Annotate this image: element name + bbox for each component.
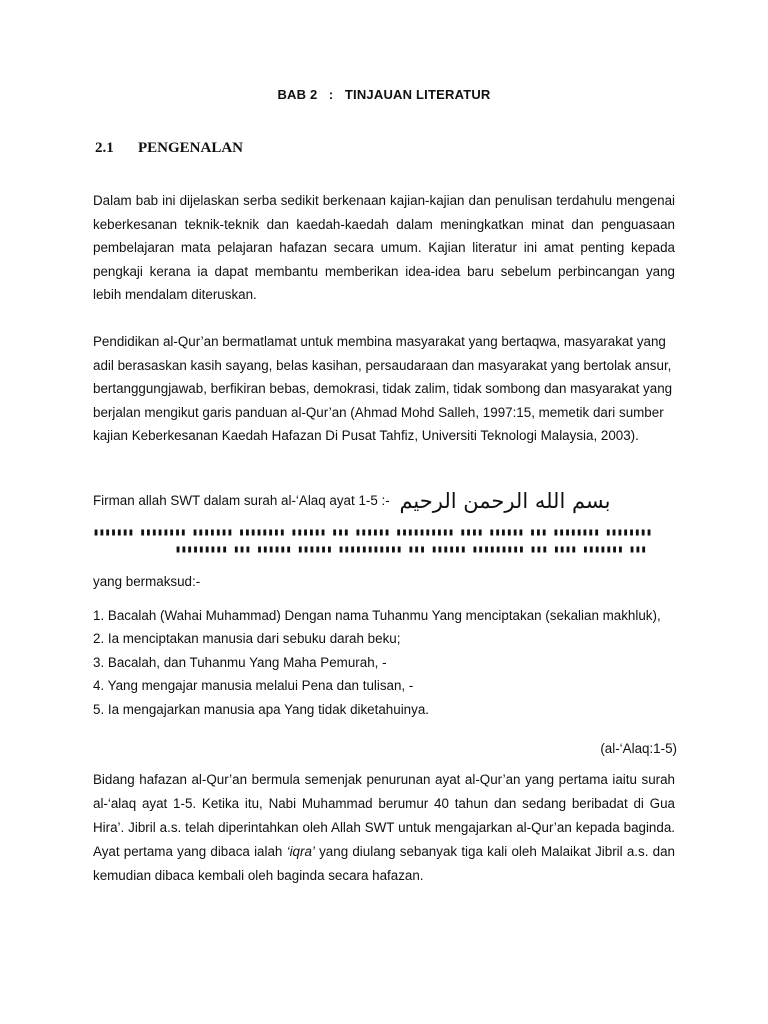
firman-line bbox=[93, 489, 675, 513]
verse-reference: (al-‘Alaq:1-5) bbox=[600, 741, 677, 756]
basmalah-text: بسم الله الرحمن الرحيم bbox=[399, 489, 611, 513]
paragraph-intro: Dalam bab ini dijelaskan serba sedikit berkenaan kajian-kajian dan penulisan terdahulu mengenai keberkesanan teknik-teknik dan kaedah-kaedah dalam meningkatkan minat dan penguasaan pembelajaran mata pelajaran hafazan secara umum. Kajian literatur ini amat penting kepada pengkaji kerana ia dapat membantu memberikan idea-idea baru sebelum perbincangan yang lebih mendalam diteruskan. bbox=[93, 193, 675, 303]
paragraph-hafazan bbox=[93, 768, 675, 888]
paragraph-hafazan-part-2: yang diulang sebanyak tiga kali oleh Malaikat Jibril a.s. dan kemudian dibaca kembali oleh baginda secara hafazan. bbox=[93, 844, 675, 883]
chapter-separator: : bbox=[328, 87, 334, 102]
paragraph-hafazan-part-1: Bidang hafazan al-Qur’an bermula semenjak penurunan ayat al-Qur’an yang pertama iaitu surah al-‘alaq ayat 1-5. Ketika itu, Nabi Muhammad berumur 40 tahun dan sedang beribadat di Gua Hira’. Jibril a.s. telah diperintahkan oleh Allah SWT untuk mengajarkan al-Qur’an kepada baginda. Ayat pertama yang dibaca ialah bbox=[93, 772, 675, 859]
arabic-verse-glyphs-line-2: ▮▮▮▮▮▮▮▮▮ ▮▮▮ ▮▮▮▮▮▮ ▮▮▮▮▮▮ ▮▮▮▮▮▮▮▮▮▮▮ ▮▮▮ ▮▮▮▮▮▮ ▮▮▮▮▮▮▮▮▮ ▮▮▮ ▮▮▮▮ ▮▮▮▮▮▮▮ ▮▮▮ bbox=[175, 544, 647, 555]
list-item: 3. Bacalah, dan Tuhanmu Yang Maha Pemurah, - bbox=[93, 654, 387, 670]
arabic-verse-glyphs-line-1: ▮▮▮▮▮▮▮ ▮▮▮▮▮▮▮▮ ▮▮▮▮▮▮▮ ▮▮▮▮▮▮▮▮ ▮▮▮▮▮▮ ▮▮▮ ▮▮▮▮▮▮ ▮▮▮▮▮▮▮▮▮▮ ▮▮▮▮ ▮▮▮▮▮▮ ▮▮▮ ▮▮▮▮▮▮▮▮ ▮▮▮▮▮▮▮▮ bbox=[93, 527, 652, 538]
paragraph-hafazan-italic: ‘iqra’ bbox=[286, 844, 315, 859]
section-heading bbox=[95, 140, 243, 157]
list-item: 4. Yang mengajar manusia melalui Pena dan tulisan, - bbox=[93, 678, 414, 694]
chapter-name: TINJAUAN LITERATUR bbox=[344, 87, 491, 102]
section-title: PENGENALAN bbox=[138, 140, 244, 156]
list-item: 2. Ia menciptakan manusia dari sebuku darah beku; bbox=[93, 631, 401, 647]
list-item: 1. Bacalah (Wahai Muhammad) Dengan nama Tuhanmu Yang menciptakan (sekalian makhluk), bbox=[93, 608, 661, 623]
section-number: 2.1 bbox=[95, 140, 114, 156]
chapter-title bbox=[0, 87, 768, 102]
bermaksud-label: yang bermaksud:- bbox=[93, 574, 201, 589]
list-item: 5. Ia mengajarkan manusia apa Yang tidak diketahuinya. bbox=[93, 701, 429, 717]
paragraph-pendidikan: Pendidikan al-Qur’an bermatlamat untuk membina masyarakat yang bertaqwa, masyarakat yang adil berasaskan kasih sayang, belas kasihan, persaudaraan dan masyarakat yang bertolak ansur, bertanggungjawab, berfikiran bebas, demokrasi, tidak zalim, tidak sombong dan masyarakat yang berjalan mengikut garis panduan al-Qur’an (Ahmad Mohd Salleh, 1997:15, memetik dari sumber kajian Keberkesanan Kaedah Hafazan Di Pusat Tahfiz, Universiti Teknologi Malaysia, 2003). bbox=[93, 334, 673, 444]
translation-list bbox=[93, 604, 675, 721]
chapter-label: BAB 2 bbox=[277, 87, 318, 102]
firman-intro: Firman allah SWT dalam surah al-‘Alaq ayat 1-5 :- bbox=[93, 493, 390, 508]
